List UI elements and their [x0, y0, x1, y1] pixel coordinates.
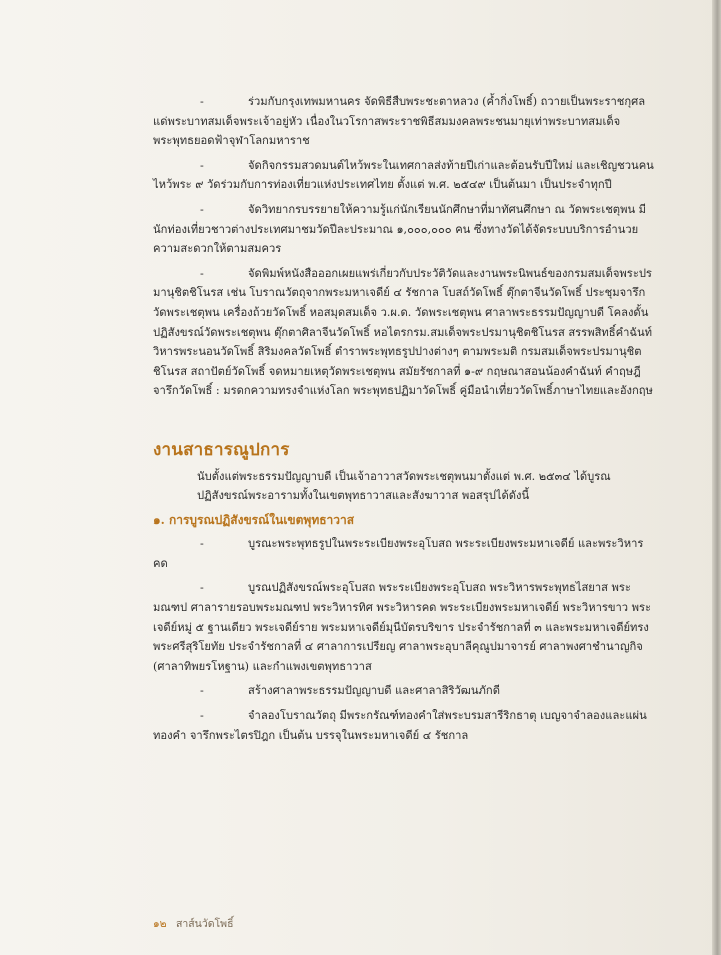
page-content	[153, 92, 658, 750]
restoration-item-3	[153, 681, 658, 701]
page-edge	[712, 0, 721, 955]
item-text: บูรณปฏิสังขรณ์พระอุโบสถ พระระเบียงพระอุโบสถ พระวิหารพระพุทธไสยาส พระมณฑป ศาลารายรอบพระมณฑป พระวิหารทิศ พระวิหารคด พระระเบียงพระมหาเจดีย์ พระวิหารขาว พระเจดีย์หมู่ ๕ ฐานเดียว พระเจดีย์ราย พระมหาเจดีย์มุนีบัตรบริขาร ประจำรัชกาลที่ ๓ และพระมหาเจดีย์ทรงพระศรีสุริโยทัย ประจำรัชกาลที่ ๔ ศาลาการเปรียญ ศาลาพระอุบาลีคุณูปมาจารย์ ศาลาพงศาชำนาญกิจ (ศาลาทิพยรโหฐาน) และกำแพงเขตพุทธาวาส	[153, 581, 652, 673]
activity-paragraph-4	[153, 264, 658, 401]
bullet: -	[200, 266, 204, 280]
paragraph-text: จัดพิมพ์หนังสือออกเผยแพร่เกี่ยวกับประวัติวัดและงานพระนิพนธ์ของกรมสมเด็จพระปรมานุชิตชิโนรส เช่น โบราณวัตถุจากพระมหาเจดีย์ ๔ รัชกาล โบสถ์วัดโพธิ์ ตุ๊กตาจีนวัดโพธิ์ ประชุมจารึกวัดพระเชตุพน เครื่องถ้วยวัดโพธิ์ หอสมุดสมเด็จ ว.ผ.ด. วัดพระเชตุพน ศาลาพระธรรมปัญญาบดี โคลงดั้นปฏิสังขรณ์วัดพระเชตุพน ตุ๊กตาศิลาจีนวัดโพธิ์ หอไตรกรม.สมเด็จพระปรมานุชิตชิโนรส สรรพสิทธิ์คำฉันท์ วิหารพระนอนวัดโพธิ์ สิริมงคลวัดโพธิ์ ตำราพระพุทธรูปปางต่างๆ ตามพระมติ กรมสมเด็จพระปรมานุชิตชิโนรส สถาปัตย์วัดโพธิ์ จดหมายเหตุวัดพระเชตุพน สมัยรัชกาลที่ ๑-๙ กฤษณาสอนน้องคำฉันท์ คำฤษฎี จารึกวัดโพธิ์ : มรดกความทรงจำแห่งโลก พระพุทธปฏิมาวัดโพธิ์ คู่มือนำเที่ยววัดโพธิ์ภาษาไทยและอังกฤษ	[153, 266, 653, 398]
restoration-item-1	[153, 534, 658, 573]
activity-paragraph-1	[153, 92, 658, 151]
bullet: -	[200, 537, 204, 551]
bullet: -	[200, 581, 204, 595]
bullet: -	[200, 709, 204, 723]
activity-paragraph-2	[153, 156, 658, 195]
restoration-item-2	[153, 578, 658, 676]
bullet: -	[200, 202, 204, 216]
paragraph-text: จัดวิทยากรบรรยายให้ความรู้แก่นักเรียนนักศึกษาที่มาทัศนศึกษา ณ วัดพระเชตุพน มีนักท่องเที่ยวชาวต่างประเทศมาชมวัดปีละประมาณ ๑,๐๐๐,๐๐๐ คน ซึ่งทางวัดได้จัดระบบบริการอำนวยความสะดวกให้ตามสมควร	[153, 202, 647, 256]
page-number: ๑๒	[153, 918, 167, 930]
activity-paragraph-3	[153, 200, 658, 259]
item-text: สร้างศาลาพระธรรมปัญญาบดี และศาลาสิริวัฒนภักดี	[248, 684, 500, 698]
bullet: -	[200, 95, 204, 108]
bullet: -	[200, 684, 204, 698]
item-text: จำลองโบราณวัตถุ มีพระกรัณฑ์ทองคำใส่พระบรมสารีริกธาตุ เบญจาจำลองและแผ่นทองคำ จารึกพระไตรปิฎก เป็นต้น บรรจุในพระมหาเจดีย์ ๔ รัชกาล	[153, 709, 647, 742]
section-subheading: ๑. การบูรณปฏิสังขรณ์ในเขตพุทธาวาส	[153, 512, 355, 527]
section-intro: นับตั้งแต่พระธรรมปัญญาบดี เป็นเจ้าอาวาสวัดพระเชตุพนมาตั้งแต่ พ.ศ. ๒๕๓๔ ได้บูรณปฏิสังขรณ์พระอารามทั้งในเขตพุทธาวาสและสังฆาวาส พอสรุปได้ดังนี้	[197, 469, 611, 503]
bullet: -	[200, 158, 204, 172]
book-title: สาส์นวัดโพธิ์	[175, 918, 234, 930]
item-text: บูรณะพระพุทธรูปในพระระเบียงพระอุโบสถ พระระเบียงพระมหาเจดีย์ และพระวิหารคด	[153, 537, 644, 570]
restoration-item-4	[153, 706, 658, 745]
paragraph-text: จัดกิจกรรมสวดมนต์ไหว้พระในเทศกาลส่งท้ายปีเก่าและต้อนรับปีใหม่ และเชิญชวนคนไหว้พระ ๙ วัดร่วมกับการท่องเที่ยวแห่งประเทศไทย ตั้งแต่ พ.ศ. ๒๕๔๙ เป็นต้นมา เป็นประจำทุกปี	[153, 158, 654, 192]
section-heading: งานสาธารณูปการ	[153, 439, 290, 460]
paragraph-text: ร่วมกับกรุงเทพมหานคร จัดพิธีสืบพระชะตาหลวง (ค้ำกิ่งโพธิ์) ถวายเป็นพระราชกุศลแด่พระบาทสมเด็จพระเจ้าอยู่หัว เนื่องในวโรกาสพระราชพิธีสมมงคลพระชนมายุเท่าพระบาทสมเด็จพระพุทธยอดฟ้าจุฬาโลกมหาราช	[153, 95, 646, 148]
page-footer	[153, 915, 234, 932]
